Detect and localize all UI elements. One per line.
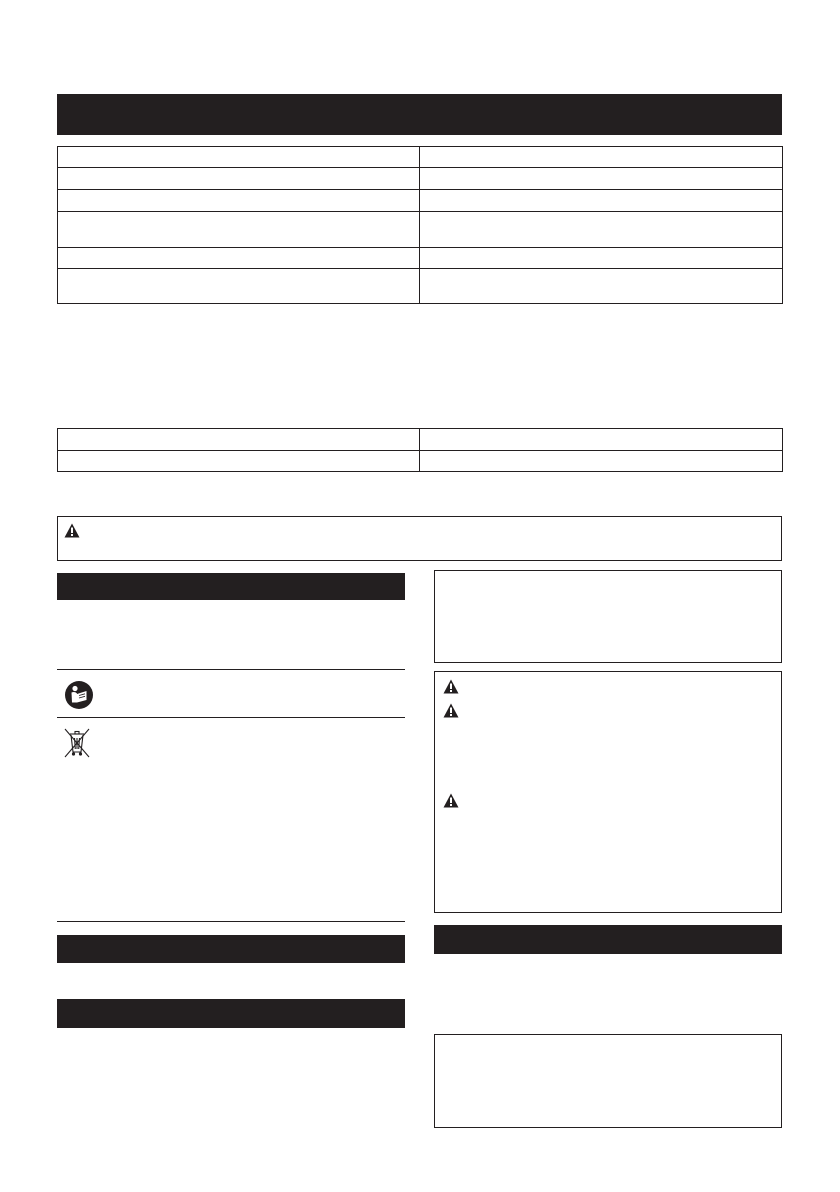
recycle-text [102, 730, 402, 915]
table-cell [420, 190, 783, 212]
table-cell [58, 451, 420, 472]
table-cell [420, 248, 783, 269]
table-cell [420, 451, 783, 472]
table-cell [58, 429, 420, 451]
noise-section-header [57, 999, 405, 1028]
title-band [57, 94, 782, 135]
warning-triangle-icon [443, 679, 459, 694]
intended-use-header-text [57, 942, 63, 956]
spec-table-1 [57, 146, 783, 304]
table-row [58, 212, 783, 248]
spec-table-2 [57, 428, 783, 472]
table-row [58, 168, 783, 190]
table-cell [420, 168, 783, 190]
table-cell [58, 168, 420, 190]
crossed-out-bin-icon [62, 726, 92, 760]
table-row [58, 429, 783, 451]
table-cell [58, 269, 420, 304]
table-row [58, 190, 783, 212]
divider [57, 921, 405, 922]
symbols-body-text [57, 610, 405, 660]
vibration-header-text [434, 932, 440, 946]
note-box-2 [434, 1034, 782, 1128]
warning-triangle-icon [64, 523, 80, 538]
warning-triangle-icon [443, 703, 459, 718]
divider [57, 717, 405, 718]
table-cell [420, 429, 783, 451]
symbols-header-text [57, 579, 63, 593]
note-box-1 [434, 570, 782, 663]
symbols-section-header [57, 573, 405, 600]
table-cell [58, 147, 420, 168]
table-cell [420, 212, 783, 248]
intended-use-section-header [57, 935, 405, 963]
table-cell [58, 190, 420, 212]
table-row [58, 451, 783, 472]
warning-banner [57, 516, 782, 561]
table-row [58, 269, 783, 304]
read-manual-icon [64, 680, 94, 710]
warning-box [434, 671, 782, 913]
warning-triangle-icon [443, 793, 459, 808]
table-row [58, 147, 783, 168]
table-cell [58, 248, 420, 269]
divider [57, 669, 405, 670]
title-band-text [57, 106, 65, 122]
table-cell [58, 212, 420, 248]
noise-header-text [57, 1006, 63, 1020]
table-cell [420, 147, 783, 168]
table-row [58, 248, 783, 269]
table-cell [420, 269, 783, 304]
vibration-section-header [434, 925, 782, 954]
